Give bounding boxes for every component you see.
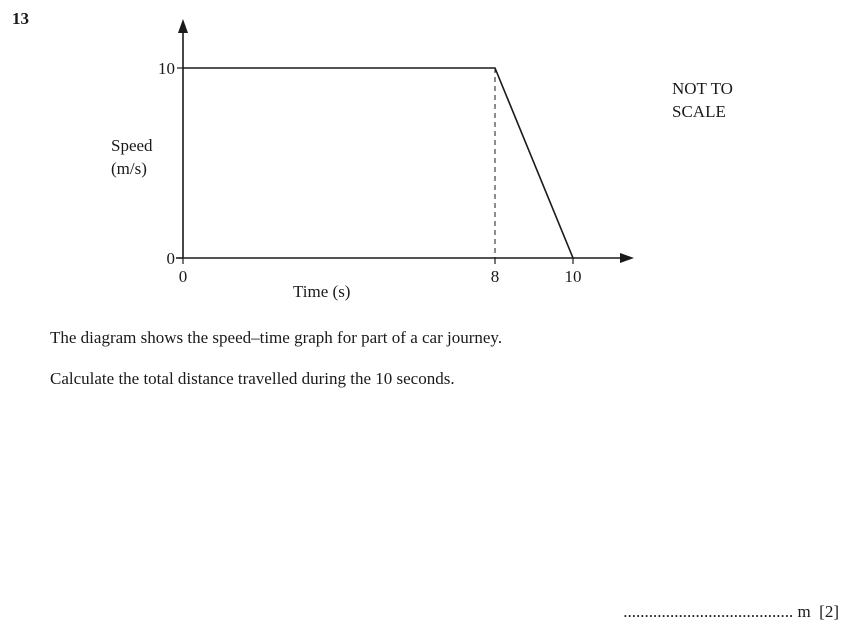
answer-dots[interactable]: ........................................	[623, 602, 794, 621]
question-text-line-2: Calculate the total distance travelled during the 10 seconds.	[50, 369, 455, 388]
y-tick-label: 0	[166, 249, 175, 268]
not-to-scale-note	[672, 77, 733, 123]
answer-line[interactable]	[623, 602, 839, 622]
x-axis-arrowhead	[620, 253, 634, 263]
not-to-scale-line-2: SCALE	[672, 102, 726, 121]
x-axis-label: Time (s)	[293, 282, 351, 301]
y-axis-arrowhead	[178, 19, 188, 33]
y-axis-label-line-2: (m/s)	[111, 159, 147, 178]
question-number: 13	[12, 9, 29, 28]
ticks	[158, 59, 582, 286]
question-text-line-1: The diagram shows the speed–time graph for part of a car journey.	[50, 328, 503, 347]
answer-unit: m	[797, 602, 811, 621]
speed-line	[183, 68, 573, 258]
not-to-scale-line-1: NOT TO	[672, 79, 733, 98]
x-tick-label: 8	[490, 267, 500, 286]
x-tick-label: 10	[564, 267, 582, 286]
x-tick-label: 0	[178, 267, 188, 286]
marks-label: [2]	[819, 602, 839, 621]
axes	[176, 19, 634, 263]
y-tick-label: 10	[158, 59, 175, 78]
y-axis-label-line-1: Speed	[111, 136, 153, 155]
